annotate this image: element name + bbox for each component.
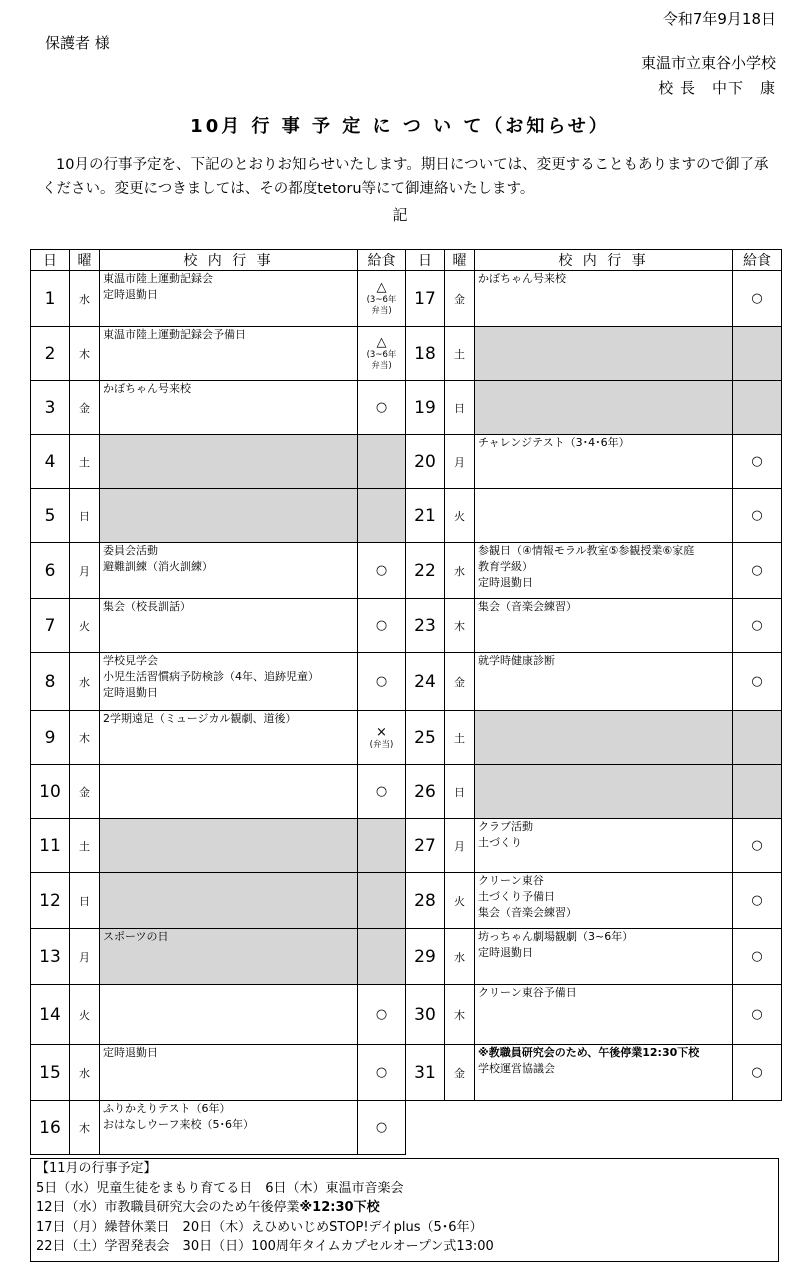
event-item: クリーン東谷 [478,874,544,887]
weekday: 土 [70,819,100,873]
intro-paragraph: 10月の行事予定を、下記のとおりお知らせいたします。期日については、変更することもありますので御了承ください。変更につきましては、その都度tetoru等にて御連絡いたします。 [42,157,769,197]
weekday: 土 [445,711,475,765]
table-row [31,381,782,435]
november-line [36,1198,773,1218]
event-cell [475,819,733,873]
day-number: 30 [406,985,445,1045]
lunch-cell [733,489,782,543]
empty-cell [406,1101,782,1155]
november-line: 22日（土）学習発表会 30日（日）100周年タイムカプセルオープン式13:00 [36,1239,494,1254]
lunch-note: (弁当) [369,739,394,750]
lunch-note: (3~6年 [366,295,397,305]
lunch-cell [358,765,406,819]
event-item: 集会（校長訓話） [103,600,191,613]
event-cell [475,653,733,711]
lunch-mark: ○ [751,291,763,306]
event-item: 学校運営協議会 [478,1062,555,1075]
day-number: 15 [31,1045,70,1101]
table-row [31,653,782,711]
event-cell [100,435,358,489]
weekday: 水 [70,1045,100,1101]
weekday: 月 [445,435,475,489]
event-item: 集会（音楽会練習） [478,600,577,613]
lunch-cell [358,327,406,381]
day-number: 7 [31,599,70,653]
lunch-mark: ○ [375,1120,388,1135]
lunch-mark: ○ [751,893,763,908]
table-row [31,599,782,653]
lunch-cell [733,765,782,819]
day-number: 28 [406,873,445,929]
event-cell [100,653,358,711]
day-number: 5 [31,489,70,543]
weekday: 火 [70,985,100,1045]
day-number: 2 [31,327,70,381]
event-item: 東温市陸上運動記録会 [103,272,213,285]
weekday: 木 [445,985,475,1045]
event-item: 土づくり予備日 [478,890,555,903]
day-number: 18 [406,327,445,381]
principal-name: 校 長 中下 康 [658,79,776,97]
event-cell [475,873,733,929]
weekday: 水 [70,271,100,327]
event-item: 学校見学会 [103,654,158,667]
lunch-cell [358,1045,406,1101]
lunch-mark: △ [376,335,387,350]
event-cell [475,435,733,489]
weekday: 木 [445,599,475,653]
weekday: 木 [70,711,100,765]
lunch-cell [358,711,406,765]
lunch-cell [358,873,406,929]
event-item: 定時退勤日 [478,576,533,589]
day-number: 14 [31,985,70,1045]
lunch-mark: ○ [751,838,763,853]
event-item: 定時退勤日 [103,1046,158,1059]
day-number: 11 [31,819,70,873]
event-cell [100,929,358,985]
lunch-mark: ○ [751,454,763,469]
lunch-cell [733,873,782,929]
day-number: 13 [31,929,70,985]
day-number: 22 [406,543,445,599]
header-lunch: 給食 [358,250,406,271]
table-row [31,985,782,1045]
day-number: 21 [406,489,445,543]
lunch-cell [358,1101,406,1155]
weekday: 土 [70,435,100,489]
table-row [31,1045,782,1101]
event-cell [100,711,358,765]
event-item: 就学時健康診断 [478,654,555,667]
lunch-mark: ○ [751,508,763,523]
event-item: スポーツの日 [103,930,169,943]
header-day: 日 [31,250,70,271]
day-number: 16 [31,1101,70,1155]
event-item: かぼちゃん号来校 [478,272,566,285]
lunch-mark: × [376,724,387,740]
event-cell [100,819,358,873]
lunch-cell [733,929,782,985]
day-number: 23 [406,599,445,653]
weekday: 日 [70,489,100,543]
day-number: 3 [31,381,70,435]
weekday: 木 [70,1101,100,1155]
header-events: 校 内 行 事 [475,250,733,271]
weekday: 火 [445,873,475,929]
lunch-mark: ○ [375,1065,388,1080]
table-row [31,765,782,819]
lunch-cell [733,435,782,489]
event-cell [100,1101,358,1155]
lunch-cell [733,1045,782,1101]
event-item: チャレンジテスト（3･4･6年） [478,436,630,449]
day-number: 31 [406,1045,445,1101]
november-line-text: 12日（水）市教職員研究大会のため午後停業 [36,1200,300,1215]
event-cell [100,543,358,599]
day-number: 12 [31,873,70,929]
lunch-note: 弁当) [371,361,392,371]
lunch-cell [358,599,406,653]
day-number: 1 [31,271,70,327]
lunch-cell [358,985,406,1045]
event-item: 集会（音楽会練習） [478,906,577,919]
lunch-cell [358,271,406,327]
table-row [31,271,782,327]
lunch-mark: ○ [375,563,388,578]
day-number: 19 [406,381,445,435]
school-name: 東温市立東谷小学校 [640,54,776,72]
header-weekday: 曜 [445,250,475,271]
event-item: 定時退勤日 [478,946,533,959]
event-item: 定時退勤日 [103,288,158,301]
weekday: 火 [445,489,475,543]
table-row [31,489,782,543]
day-number: 29 [406,929,445,985]
lunch-cell [358,653,406,711]
day-number: 17 [406,271,445,327]
lunch-mark: ○ [375,784,388,799]
lunch-cell [733,327,782,381]
event-item: ふりかえりテスト（6年） [103,1102,231,1115]
event-item: 東温市陸上運動記録会予備日 [103,328,246,341]
table-row [31,1101,782,1155]
event-cell [100,489,358,543]
weekday: 金 [445,271,475,327]
day-number: 25 [406,711,445,765]
event-cell [475,489,733,543]
weekday: 土 [445,327,475,381]
lunch-mark: ○ [751,674,763,689]
table-row [31,435,782,489]
lunch-cell [733,653,782,711]
lunch-mark: ○ [375,400,388,415]
lunch-cell [358,435,406,489]
lunch-cell [733,543,782,599]
event-cell [475,599,733,653]
weekday: 火 [70,599,100,653]
weekday: 水 [445,543,475,599]
recipient: 保護者 様 [45,34,110,52]
event-cell [100,381,358,435]
table-row [31,929,782,985]
lunch-mark: ○ [375,618,388,633]
day-number: 8 [31,653,70,711]
lunch-mark: ○ [375,674,388,689]
event-cell [100,599,358,653]
table-row [31,873,782,929]
lunch-cell [733,985,782,1045]
lunch-note: 弁当) [371,306,392,316]
weekday: 金 [70,381,100,435]
event-cell [475,765,733,819]
event-cell [100,985,358,1045]
weekday: 金 [445,653,475,711]
table-row [31,327,782,381]
document-date: 令和7年9月18日 [662,10,776,28]
table-row [31,819,782,873]
event-cell [475,711,733,765]
weekday: 木 [70,327,100,381]
day-number: 10 [31,765,70,819]
event-item: 小児生活習慣病予防検診（4年、追跡児童） [103,670,319,683]
event-cell [100,873,358,929]
lunch-cell [358,543,406,599]
weekday: 水 [70,653,100,711]
lunch-mark: ○ [751,949,763,964]
event-item: クラブ活動 [478,820,533,833]
event-cell [475,985,733,1045]
lunch-mark: ○ [751,618,763,633]
event-item: 坊っちゃん劇場観劇（3~6年） [478,930,634,943]
event-item: 土づくり [478,836,522,849]
event-item: 教育学級） [478,560,533,573]
page-title: 10月 行 事 予 定 に つ い て（お知らせ） [190,116,610,137]
lunch-note: (3~6年 [366,350,397,360]
weekday: 日 [70,873,100,929]
november-line: 17日（月）繰替休業日 20日（木）えひめいじめSTOP!デイplus（5･6年） [36,1219,483,1235]
event-cell [475,327,733,381]
november-schedule [30,1158,779,1262]
day-number: 9 [31,711,70,765]
event-cell [475,381,733,435]
header-events: 校 内 行 事 [100,250,358,271]
schedule-table [30,249,782,1155]
event-item: おはなしウーフ来校（5･6年） [103,1118,254,1131]
event-item: 避難訓練（消火訓練） [103,560,213,573]
lunch-cell [358,929,406,985]
weekday: 日 [445,381,475,435]
lunch-cell [733,711,782,765]
lunch-cell [733,599,782,653]
weekday: 日 [445,765,475,819]
event-cell [100,765,358,819]
header-weekday: 曜 [70,250,100,271]
weekday: 月 [70,929,100,985]
header-lunch: 給食 [733,250,782,271]
event-item: 2学期遠足（ミュージカル観劇、道後） [103,712,297,725]
day-number: 27 [406,819,445,873]
weekday: 月 [445,819,475,873]
lunch-mark: △ [376,280,387,295]
event-item: ※教職員研究会のため、午後停業12:30下校 [478,1046,700,1059]
table-header-row [31,250,782,271]
day-number: 24 [406,653,445,711]
weekday: 金 [70,765,100,819]
event-item: かぼちゃん号来校 [103,382,191,395]
event-cell [100,1045,358,1101]
table-row [31,543,782,599]
event-item: 参観日（④情報モラル教室⑤参観授業⑥家庭 [478,544,695,557]
day-number: 4 [31,435,70,489]
lunch-mark: ○ [751,1065,763,1080]
lunch-mark: ○ [751,1007,763,1022]
day-number: 26 [406,765,445,819]
weekday: 月 [70,543,100,599]
lunch-mark: ○ [751,563,763,578]
event-cell [475,929,733,985]
november-heading: 【11月の行事予定】 [36,1161,157,1176]
lunch-cell [733,271,782,327]
weekday: 金 [445,1045,475,1101]
event-cell [475,271,733,327]
day-number: 6 [31,543,70,599]
event-cell [100,271,358,327]
ki-mark: 記 [392,206,408,224]
event-item: クリーン東谷予備日 [478,986,577,999]
lunch-cell [358,819,406,873]
lunch-mark: ○ [375,1007,388,1022]
lunch-cell [733,381,782,435]
day-number: 20 [406,435,445,489]
lunch-cell [358,381,406,435]
table-row [31,711,782,765]
event-cell [475,543,733,599]
event-item: 定時退勤日 [103,686,158,699]
event-cell [100,327,358,381]
event-item: 委員会活動 [103,544,158,557]
lunch-cell [733,819,782,873]
weekday: 水 [445,929,475,985]
event-cell [475,1045,733,1101]
lunch-cell [358,489,406,543]
november-line-emphasis: ※12:30下校 [299,1200,380,1215]
november-line: 5日（水）児童生徒をまもり育てる日 6日（木）東温市音楽会 [36,1180,404,1196]
header-day: 日 [406,250,445,271]
